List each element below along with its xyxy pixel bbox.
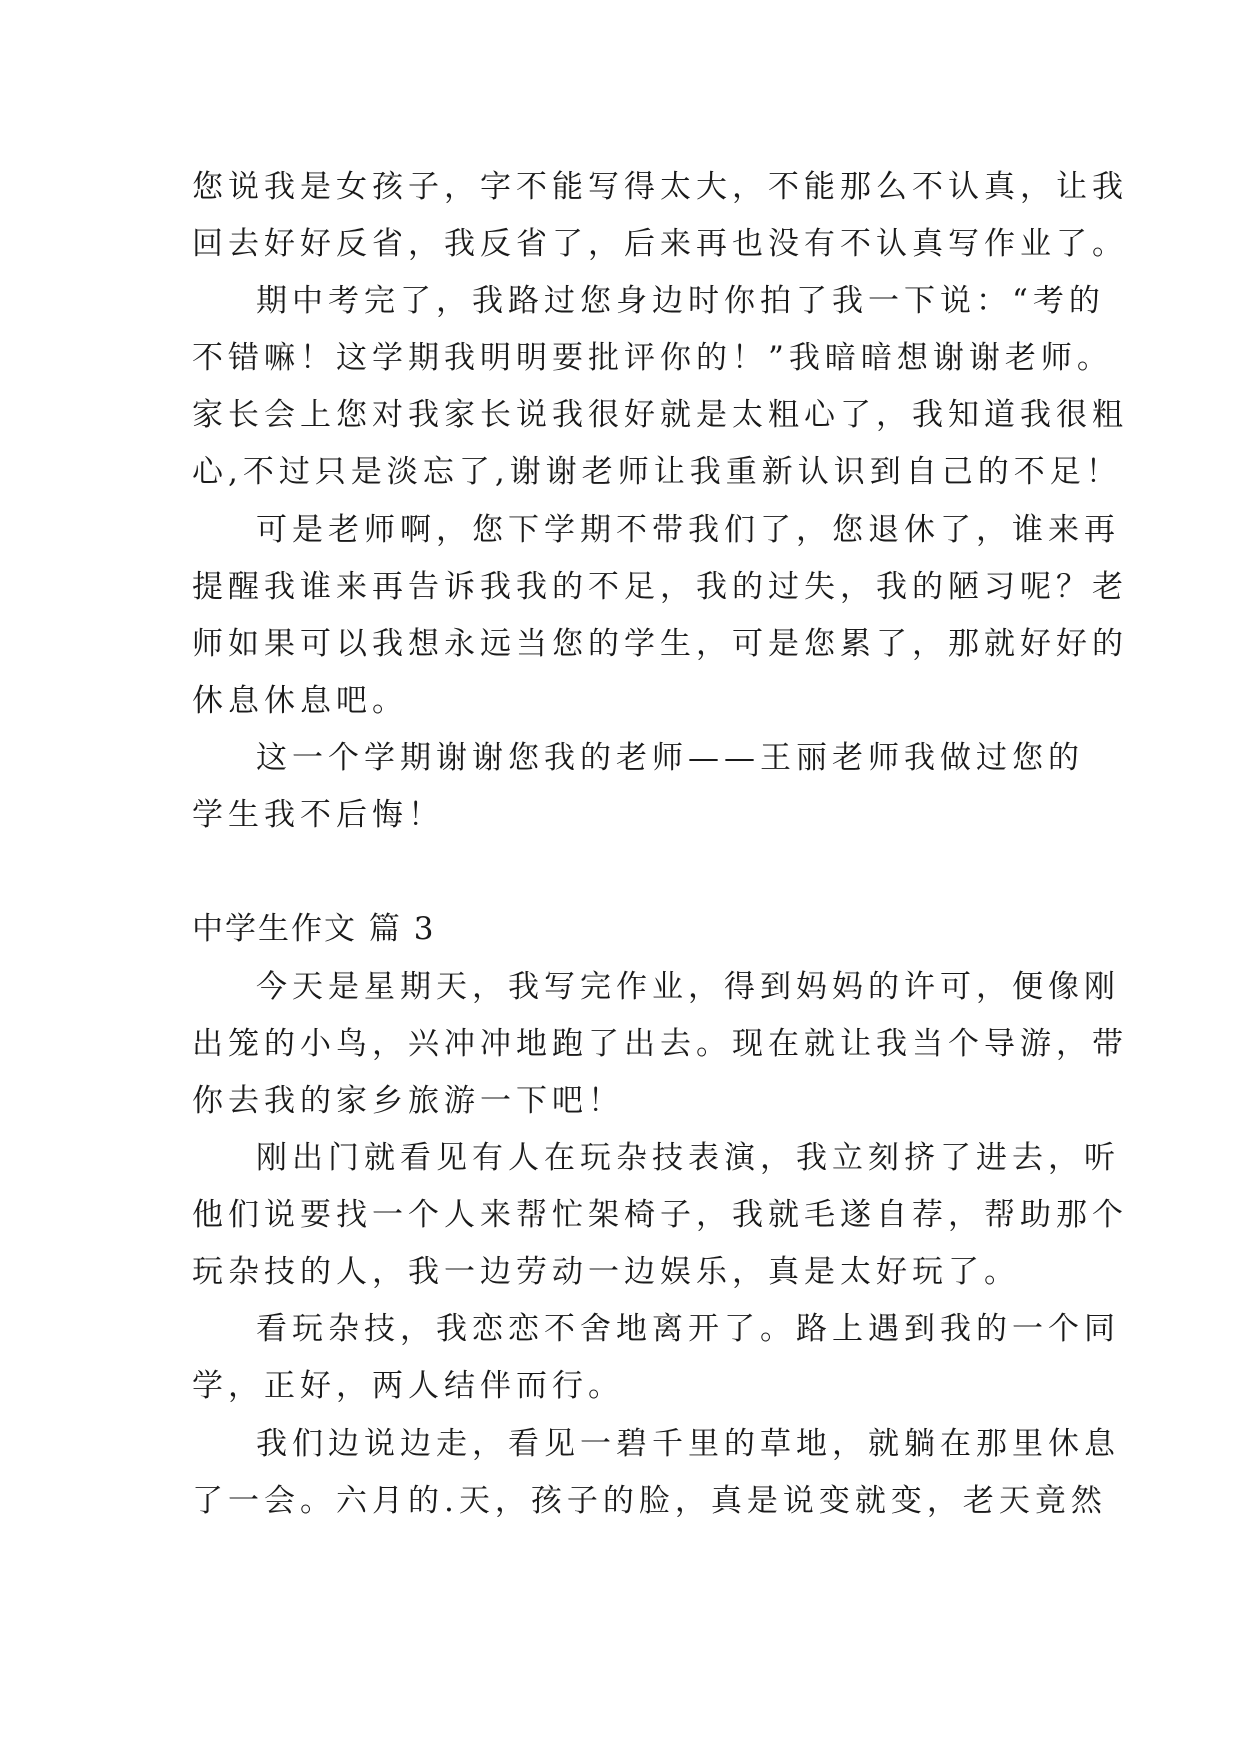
text-line: 他们说要找一个人来帮忙架椅子，我就毛遂自荐，帮助那个 xyxy=(192,1197,1128,1233)
text-line: 你去我的家乡旅游一下吧！ xyxy=(192,1083,624,1119)
paragraph-start: 这一个学期谢谢您我的老师——王丽老师我做过您的 xyxy=(256,740,1084,776)
section-heading: 中学生作文 篇 3 xyxy=(192,911,436,947)
text-line: 师如果可以我想永远当您的学生，可是您累了，那就好好的 xyxy=(192,626,1128,662)
text-line: 不错嘛！这学期我明明要批评你的！”我暗暗想谢谢老师。 xyxy=(192,340,1113,376)
paragraph-start: 看玩杂技，我恋恋不舍地离开了。路上遇到我的一个同 xyxy=(256,1311,1120,1347)
text-line: 心,不过只是淡忘了,谢谢老师让我重新认识到自己的不足！ xyxy=(192,454,1122,490)
text-line: 休息休息吧。 xyxy=(192,683,408,719)
paragraph-start: 刚出门就看见有人在玩杂技表演，我立刻挤了进去，听 xyxy=(256,1140,1120,1176)
text-line: 家长会上您对我家长说我很好就是太粗心了，我知道我很粗 xyxy=(192,397,1128,433)
text-line: 学生我不后悔！ xyxy=(192,797,444,833)
text-line: 回去好好反省，我反省了，后来再也没有不认真写作业了。 xyxy=(192,226,1128,262)
text-line: 学，正好，两人结伴而行。 xyxy=(192,1368,624,1404)
paragraph-start: 可是老师啊，您下学期不带我们了，您退休了，谁来再 xyxy=(256,512,1120,548)
text-line: 您说我是女孩子，字不能写得太大，不能那么不认真，让我 xyxy=(192,169,1128,205)
text-line: 出笼的小鸟，兴冲冲地跑了出去。现在就让我当个导游，带 xyxy=(192,1026,1128,1062)
text-line: 提醒我谁来再告诉我我的不足，我的过失，我的陋习呢？老 xyxy=(192,569,1128,605)
paragraph-start: 期中考完了，我路过您身边时你拍了我一下说：“考的 xyxy=(256,283,1105,319)
paragraph-start: 今天是星期天，我写完作业，得到妈妈的许可，便像刚 xyxy=(256,969,1120,1005)
text-line: 了一会。六月的.天，孩子的脸，真是说变就变，老天竟然 xyxy=(192,1483,1107,1519)
text-line: 玩杂技的人，我一边劳动一边娱乐，真是太好玩了。 xyxy=(192,1254,1020,1290)
paragraph-start: 我们边说边走，看见一碧千里的草地，就躺在那里休息 xyxy=(256,1426,1120,1462)
